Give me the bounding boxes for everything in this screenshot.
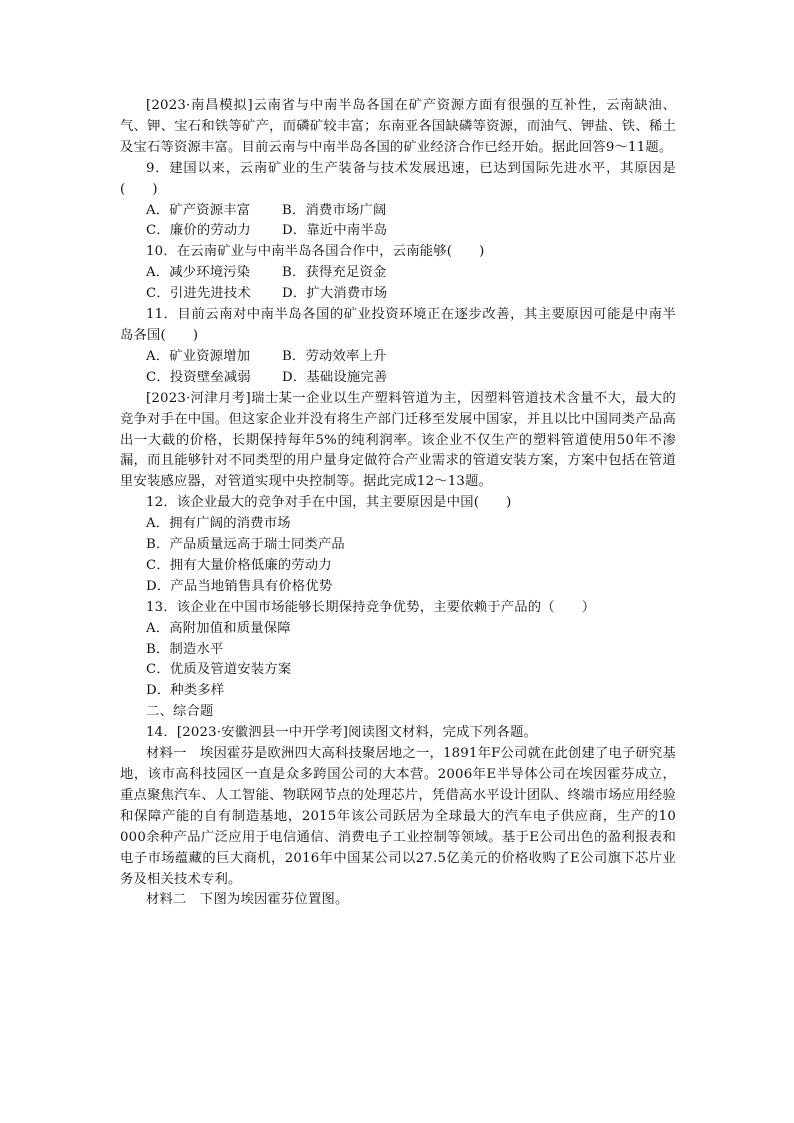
option: C．引进先进技术 (146, 286, 251, 302)
option: A．拥有广阔的消费市场 (146, 516, 291, 532)
question-11-stem: 11．目前云南对中南半岛各国的矿业投资环境正在逐步改善，其主要原因可能是中南半岛各国( ) (120, 307, 676, 343)
section-heading: 二、综合题 (146, 704, 214, 720)
question-14-stem: 14．[2023·安徽泗县一中开学考]阅读图文材料，完成下列各题。 (146, 725, 538, 741)
question-10-options-row-2 (120, 284, 676, 305)
option: A．矿产资源丰富 (146, 202, 251, 218)
option: C．廉价的劳动力 (146, 223, 251, 239)
option: C．拥有大量价格低廉的劳动力 (146, 557, 332, 573)
option: A．矿业资源增加 (146, 348, 251, 364)
option: B．消费市场广阔 (282, 202, 387, 218)
option: B．获得充足资金 (282, 265, 387, 281)
question-9-options-row-1 (120, 201, 676, 222)
question-9-options-row-2 (120, 221, 676, 242)
option: B．制造水平 (146, 641, 224, 657)
question-11-options-row-2 (120, 368, 676, 389)
material-2: 材料二 下图为埃因霍芬位置图。 (146, 892, 349, 908)
passage-intro-2: [2023·河津月考]瑞士某一企业以生产塑料管道为主，因塑料管道技术含量不大，最大的竞争对手在中国。但这家企业并没有将生产部门迁移至发展中国家，并且以比中国同类产品高出一大截的价格，长期保持每年5%的纯利润率。该企业不仅生产的塑料管道使用50年不渗漏，而且能够针对不同类型的用户量身定做符合产业需求的管道安装方案，方案中包括在管道里安装感应器，对管道实现中央控制等。据此完成12～13题。 (120, 390, 676, 490)
option: B．产品质量远高于瑞士同类产品 (146, 537, 345, 553)
question-11-options-row-1 (120, 347, 676, 368)
material-1: 材料一 埃因霍芬是欧洲四大高科技聚居地之一，1891年F公司就在此创建了电子研究基地，该市高科技园区一直是众多跨国公司的大本营。2006年E半导体公司在埃因霍芬成立，重点聚焦汽车、人工智能、物联网节点的处理芯片，凭借高水平设计团队、终端市场应用经验和保障产能的自有制造基地，2015年该公司跃居为全球最大的汽车电子供应商，生产的10 000余种产品广泛应用于电信通信、消费电子工业控制等领域。基于E公司出色的盈利报表和电子市场蕴藏的巨大商机，2016年中国某公司以27.5亿美元的价格收购了E公司旗下芯片业务及相关技术专利。 (120, 746, 676, 887)
question-10-stem: 10．在云南矿业与中南半岛各国合作中，云南能够( ) (146, 244, 485, 260)
question-13-stem: 13．该企业在中国市场能够长期保持竞争优势，主要依赖于产品的（ ） (146, 599, 596, 615)
passage-intro-1: [2023·南昌模拟]云南省与中南半岛各国在矿产资源方面有很强的互补性，云南缺油、气、钾、宝石和铁等矿产，而磷矿较丰富；东南亚各国缺磷等资源，而油气、钾盐、铁、稀土及宝石等资源丰富。目前云南与中南半岛各国的矿业经济合作已经开始。据此回答9～11题。 (120, 98, 676, 155)
option: B．劳动效率上升 (282, 348, 387, 364)
question-9-stem: 9．建国以来，云南矿业的生产装备与技术发展迅速，已达到国际先进水平，其原因是( ) (120, 160, 676, 197)
option: C．优质及管道安装方案 (146, 662, 292, 678)
option: D．产品当地销售具有价格优势 (146, 578, 333, 594)
question-12-stem: 12．该企业最大的竞争对手在中国，其主要原因是中国( ) (146, 495, 512, 511)
option: A．减少环境污染 (146, 265, 251, 281)
option: D．扩大消费市场 (282, 286, 388, 302)
option: D．种类多样 (146, 683, 225, 699)
question-10-options-row-1 (120, 263, 676, 284)
option: C．投资壁垒减弱 (146, 369, 251, 385)
option: A．高附加值和质量保障 (146, 620, 291, 636)
option: D．基础设施完善 (282, 369, 388, 385)
document-body (120, 96, 676, 911)
option: D．靠近中南半岛 (282, 223, 388, 239)
